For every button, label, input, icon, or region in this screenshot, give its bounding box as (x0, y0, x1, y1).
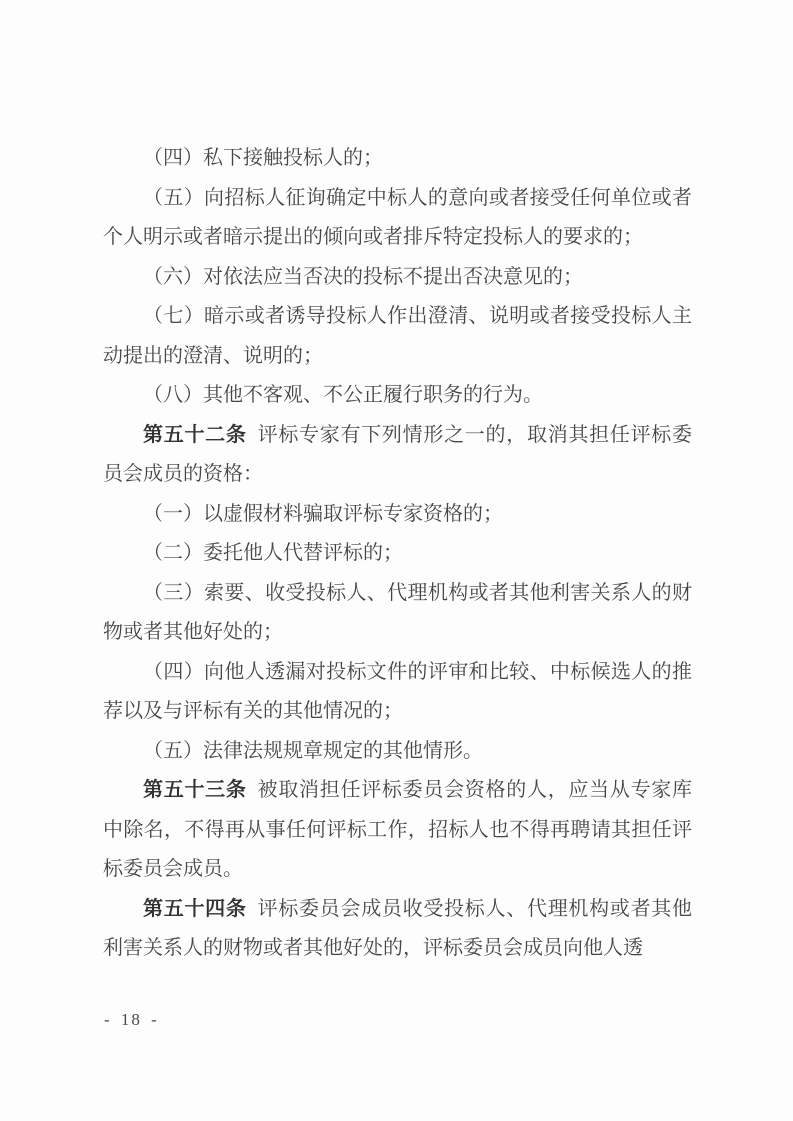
paragraph (103, 771, 692, 890)
paragraph (103, 297, 692, 376)
paragraph-text: 评标委员会成员收受投标人、代理机构或者其他利害关系人的财物或者其他好处的，评标委员会成员向他人透 (103, 897, 693, 959)
paragraph-text: 评标专家有下列情形之一的，取消其担任评标委员会成员的资格： (103, 423, 693, 485)
article-number: 第五十三条 (143, 779, 247, 801)
paragraph-text: （六）对依法应当否决的投标不提出否决意见的； (143, 265, 583, 288)
paragraph (103, 416, 692, 495)
paragraph-text: （四）私下接触投标人的； (143, 147, 383, 169)
paragraph-text: （七）暗示或者诱导投标人作出澄清、说明或者接受投标人主动提出的澄清、说明的； (103, 305, 692, 367)
document-body (103, 139, 692, 969)
paragraph-text: （五）法律法规规章规定的其他情形。 (143, 739, 483, 762)
paragraph (103, 890, 692, 969)
paragraph-text: （四）向他人透漏对投标文件的评审和比较、中标候选人的推荐以及与评标有关的其他情况的； (103, 660, 692, 722)
paragraph (103, 376, 692, 416)
paragraph (103, 179, 692, 258)
page-number: - 18 - (104, 1010, 159, 1029)
paragraph-text: （三）索要、收受投标人、代理机构或者其他利害关系人的财物或者其他好处的； (103, 581, 692, 643)
paragraph (103, 574, 692, 653)
paragraph-text: （一）以虚假材料骗取评标专家资格的； (143, 502, 503, 525)
paragraph (103, 139, 692, 179)
paragraph-text: （八）其他不客观、不公正履行职务的行为。 (143, 384, 543, 406)
paragraph (103, 732, 692, 772)
paragraph (103, 258, 692, 298)
paragraph (103, 495, 692, 535)
paragraph-text: 被取消担任评标委员会资格的人，应当从专家库中除名，不得再从事任何评标工作，招标人也不得再聘请其担任评标委员会成员。 (103, 779, 693, 880)
paragraph (103, 653, 692, 732)
paragraph-text: （二）委托他人代替评标的； (143, 542, 403, 564)
paragraph (103, 534, 692, 574)
paragraph-text: （五）向招标人征询确定中标人的意向或者接受任何单位或者个人明示或者暗示提出的倾向或者排斥特定投标人的要求的； (103, 186, 692, 248)
article-number: 第五十二条 (143, 423, 247, 446)
article-number: 第五十四条 (143, 897, 247, 920)
